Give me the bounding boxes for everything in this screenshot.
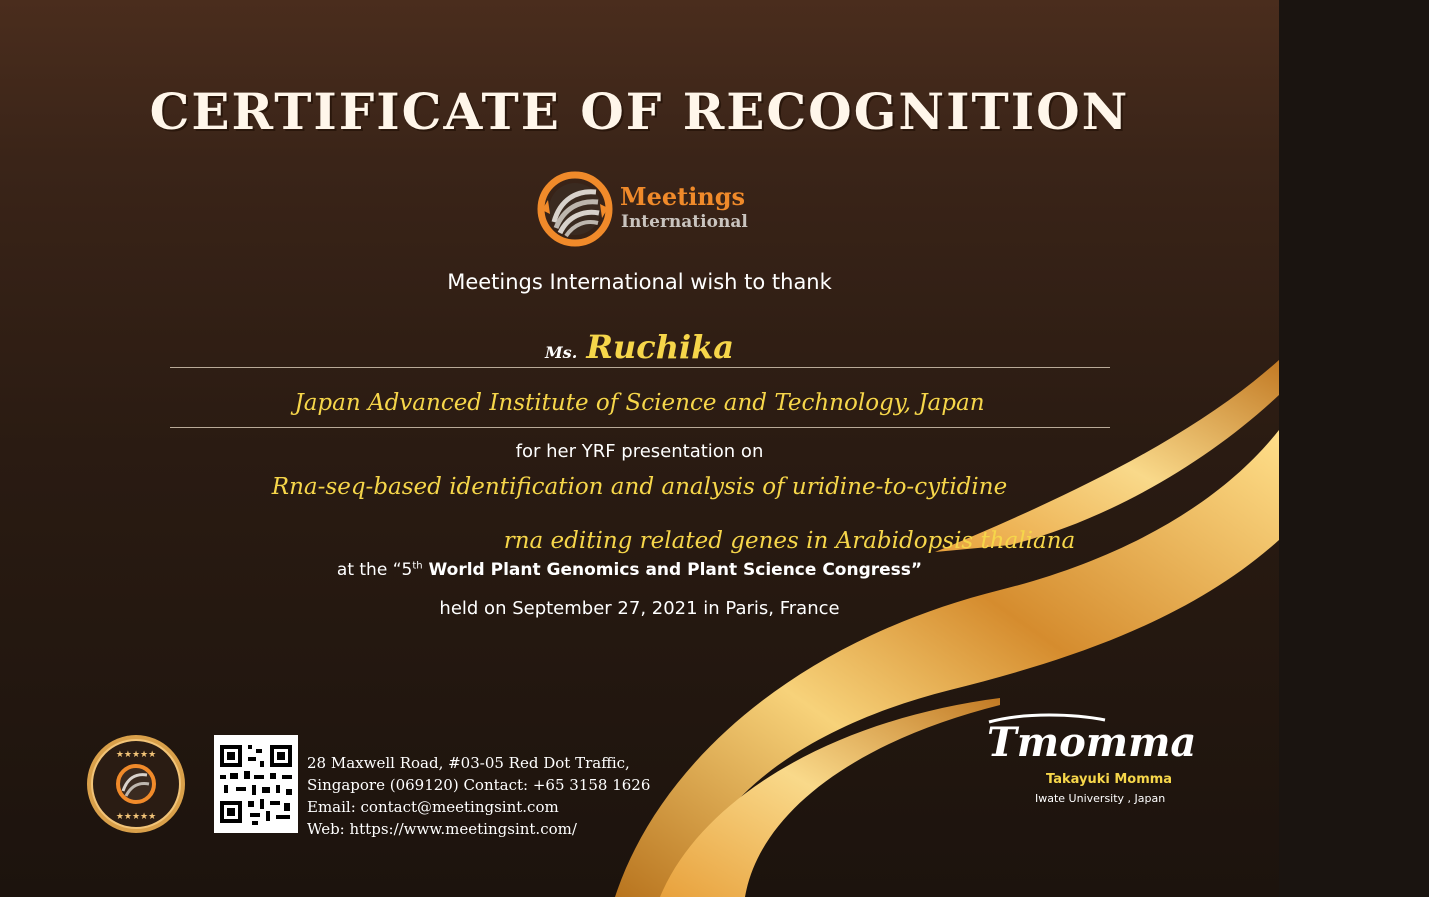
divider-line [170, 367, 1110, 368]
topic-line-1: Rna-seq-based identification and analysis of uridine-to-cytidine [271, 474, 1008, 500]
logo-name: Meetings [620, 182, 746, 211]
event-name: World Plant Genomics and Plant Science Congress” [422, 560, 923, 580]
signature-script: Tmomma [987, 719, 1197, 766]
contact-address-block [307, 752, 650, 840]
topic-line-2: rna editing related genes in Arabidopsis thaliana [503, 528, 1076, 554]
signatory-affiliation: Iwate University , Japan [1035, 792, 1166, 805]
address-line-2: Singapore (069120) Contact: +65 3158 1626 [307, 776, 651, 794]
web-line[interactable]: Web: https://www.meetingsint.com/ [307, 820, 577, 838]
divider-line [170, 427, 1110, 428]
event-ordinal: th [412, 560, 423, 572]
qr-code [214, 735, 298, 833]
thank-line: Meetings International wish to thank [447, 270, 832, 294]
honorific: Ms. [544, 343, 578, 362]
event-line [0, 560, 1269, 580]
event-prefix: at the “5 [336, 560, 413, 580]
signatory-name: Takayuki Momma [1046, 772, 1173, 787]
email-line[interactable]: Email: contact@meetingsint.com [307, 798, 559, 816]
presentation-intro: for her YRF presentation on [515, 441, 764, 462]
qr-code-icon [214, 735, 298, 833]
logo-subtitle: International [621, 212, 748, 232]
svg-text:★★★★★: ★★★★★ [115, 812, 157, 822]
held-line: held on September 27, 2021 in Paris, France [439, 598, 840, 619]
svg-text:★★★★★: ★★★★★ [115, 750, 157, 760]
address-line-1: 28 Maxwell Road, #03-05 Red Dot Traffic, [307, 754, 630, 772]
meetings-international-logo-icon [536, 170, 614, 248]
seal-badge-icon [85, 733, 187, 835]
recipient-name: Ruchika [586, 328, 735, 366]
certificate-title: CERTIFICATE OF RECOGNITION [149, 82, 1130, 141]
recipient-row [0, 328, 1279, 366]
signature-icon [985, 708, 1197, 770]
meetings-international-logo [536, 170, 756, 250]
institution: Japan Advanced Institute of Science and Technology, Japan [294, 390, 985, 416]
